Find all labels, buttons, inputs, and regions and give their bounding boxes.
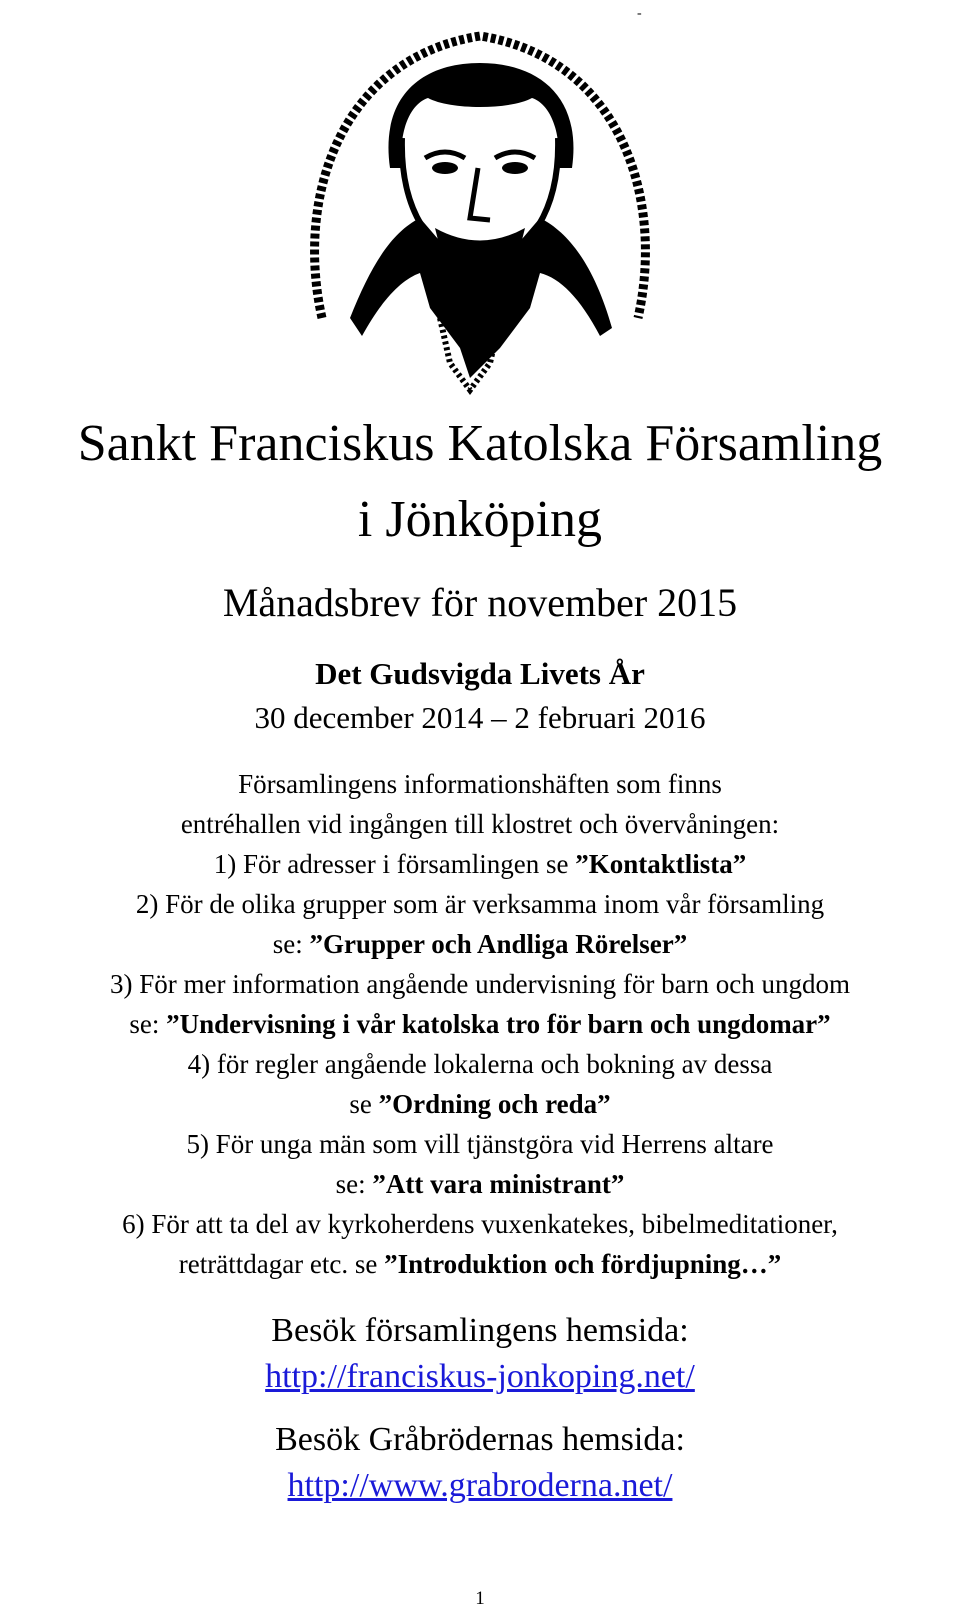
info-item: se ”Ordning och reda”	[349, 1089, 611, 1119]
info-item: 2) För de olika grupper som är verksamma inom vår församling	[135, 889, 825, 919]
friars-website-label: Besök Gråbrödernas hemsida:	[275, 1421, 685, 1458]
info-item: 3) För mer information angående undervisning för barn och ungdom	[109, 969, 851, 999]
year-dates: 30 december 2014 – 2 februari 2016	[254, 700, 706, 735]
booklet-title: ”Grupper och Andliga Rörelser”	[309, 929, 688, 959]
info-intro: entréhallen vid ingången till klostret och övervåningen:	[180, 809, 780, 839]
parish-website-link[interactable]: http://franciskus-jonkoping.net/	[265, 1358, 695, 1395]
booklet-title: ”Kontaktlista”	[575, 849, 747, 879]
saint-francis-portrait-icon	[300, 18, 660, 398]
info-item: reträttdagar etc. se ”Introduktion och fördjupning…”	[178, 1249, 782, 1279]
booklet-title: ”Undervisning i vår katolska tro för barn och ungdomar”	[166, 1009, 831, 1039]
friars-website-link[interactable]: http://www.grabroderna.net/	[287, 1467, 673, 1504]
info-item: se: ”Att vara ministrant”	[335, 1169, 625, 1199]
booklet-title: ”Ordning och reda”	[378, 1089, 611, 1119]
info-list	[0, 764, 960, 1284]
booklet-title: ”Att vara ministrant”	[372, 1169, 625, 1199]
info-item: 6) För att ta del av kyrkoherdens vuxenkatekes, bibelmeditationer,	[122, 1209, 838, 1239]
info-item: se: ”Undervisning i vår katolska tro för barn och ungdomar”	[129, 1009, 831, 1039]
page-title: Sankt Franciskus Katolska Församling	[77, 415, 883, 472]
info-item: 1) För adresser i församlingen se ”Kontaktlista”	[213, 849, 747, 879]
header-mark: -	[637, 6, 642, 21]
booklet-title: ”Introduktion och fördjupning…”	[384, 1249, 782, 1279]
info-item: 4) för regler angående lokalerna och bokning av dessa	[187, 1049, 773, 1079]
year-title: Det Gudsvigda Livets År	[315, 656, 645, 691]
page-number: 1	[475, 1588, 485, 1609]
page-title-city: i Jönköping	[357, 491, 603, 548]
info-item: se: ”Grupper och Andliga Rörelser”	[272, 929, 688, 959]
newsletter-subtitle: Månadsbrev för november 2015	[222, 580, 738, 625]
info-item: 5) För unga män som vill tjänstgöra vid Herrens altare	[186, 1129, 774, 1159]
info-intro: Församlingens informationshäften som finns	[238, 769, 722, 799]
parish-website-label: Besök församlingens hemsida:	[271, 1312, 689, 1349]
